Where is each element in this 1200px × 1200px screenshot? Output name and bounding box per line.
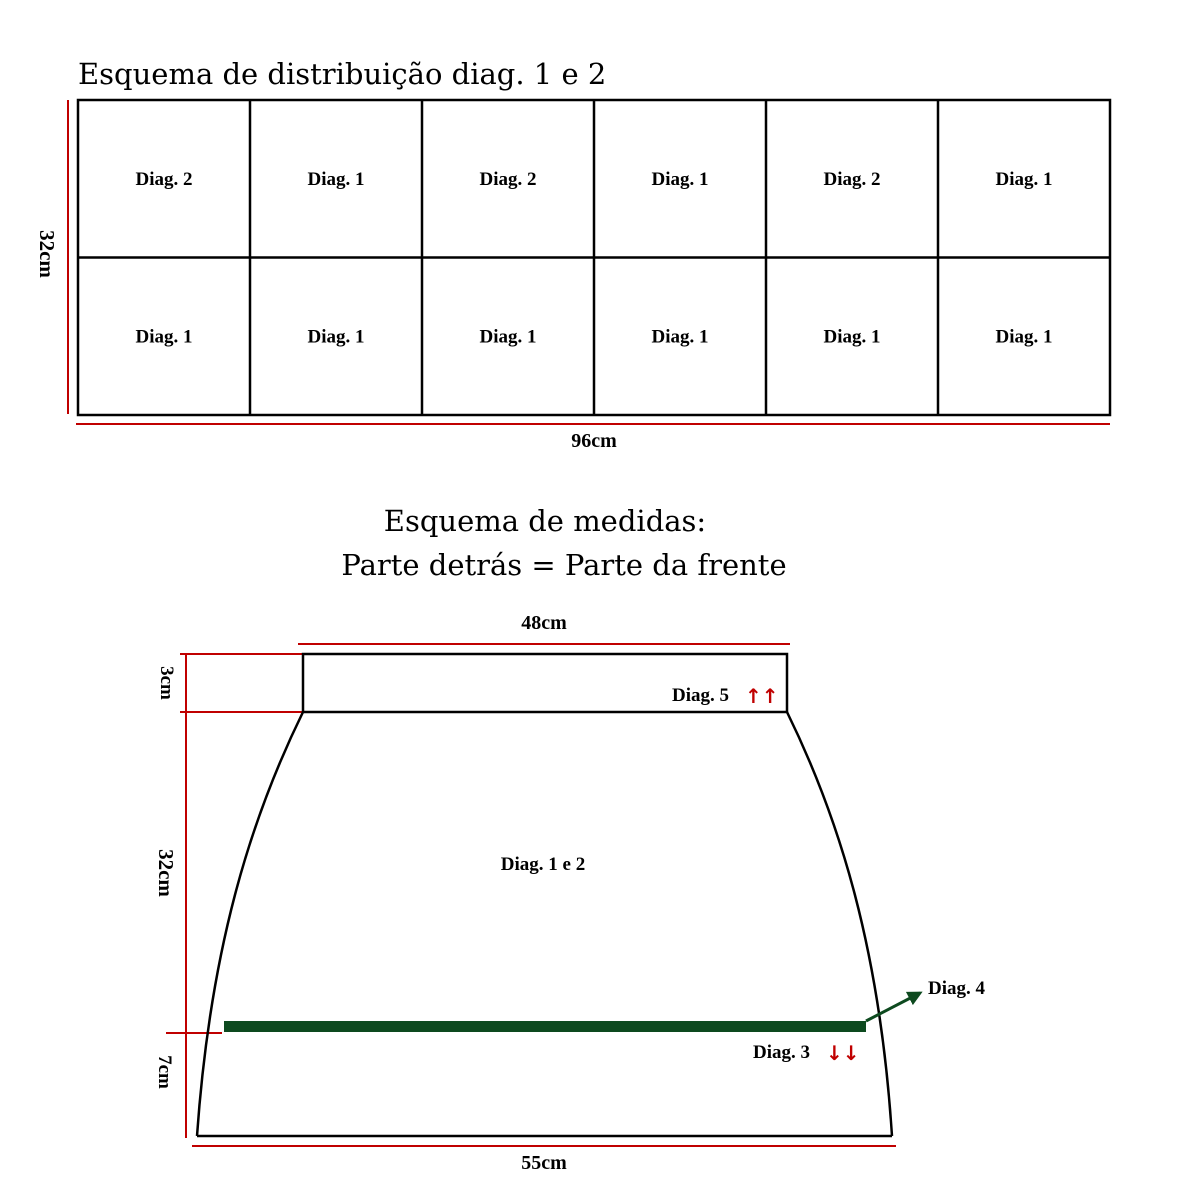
waistband-label: Diag. 5 (672, 685, 729, 706)
grid-cell-label: Diag. 2 (479, 168, 537, 190)
stripe-band (224, 1021, 866, 1032)
bottom-width-label: 55cm (521, 1152, 567, 1174)
grid-cell-label: Diag. 1 (135, 326, 193, 348)
measurements-title-line2: Parte detrás = Parte da frente (341, 548, 787, 582)
down-arrow-icon: ↓↓ (826, 1041, 860, 1065)
skirt-left-edge (197, 712, 303, 1136)
grid-cell-label: Diag. 1 (479, 326, 537, 348)
distribution-title: Esquema de distribuição diag. 1 e 2 (78, 57, 607, 91)
grid-height-label: 32cm (35, 230, 59, 278)
grid-cell-label: Diag. 2 (823, 168, 881, 190)
body-label: Diag. 1 e 2 (500, 854, 586, 875)
waistband-height-label: 3cm (156, 666, 177, 700)
pointer-arrow-icon (866, 993, 920, 1021)
body-height-label: 32cm (154, 849, 178, 897)
grid-cell-label: Diag. 1 (651, 326, 709, 348)
hem-height-label: 7cm (154, 1055, 175, 1089)
up-arrow-icon: ↑↑ (745, 684, 779, 708)
grid-lines (78, 100, 1110, 415)
measurements-title-line1: Esquema de medidas: (383, 504, 707, 538)
grid-cell-label: Diag. 1 (995, 168, 1053, 190)
grid-cell-label: Diag. 1 (307, 168, 365, 190)
skirt-right-edge (787, 712, 892, 1136)
grid-cell-label: Diag. 1 (823, 326, 881, 348)
grid-cell-label: Diag. 1 (651, 168, 709, 190)
top-width-label: 48cm (521, 612, 567, 634)
grid-width-label: 96cm (571, 430, 617, 452)
hem-label: Diag. 3 (753, 1042, 810, 1063)
stripe-label: Diag. 4 (928, 978, 985, 999)
grid-cell-label: Diag. 1 (995, 326, 1053, 348)
grid-cell-label: Diag. 1 (307, 326, 365, 348)
grid-cell-label: Diag. 2 (135, 168, 193, 190)
